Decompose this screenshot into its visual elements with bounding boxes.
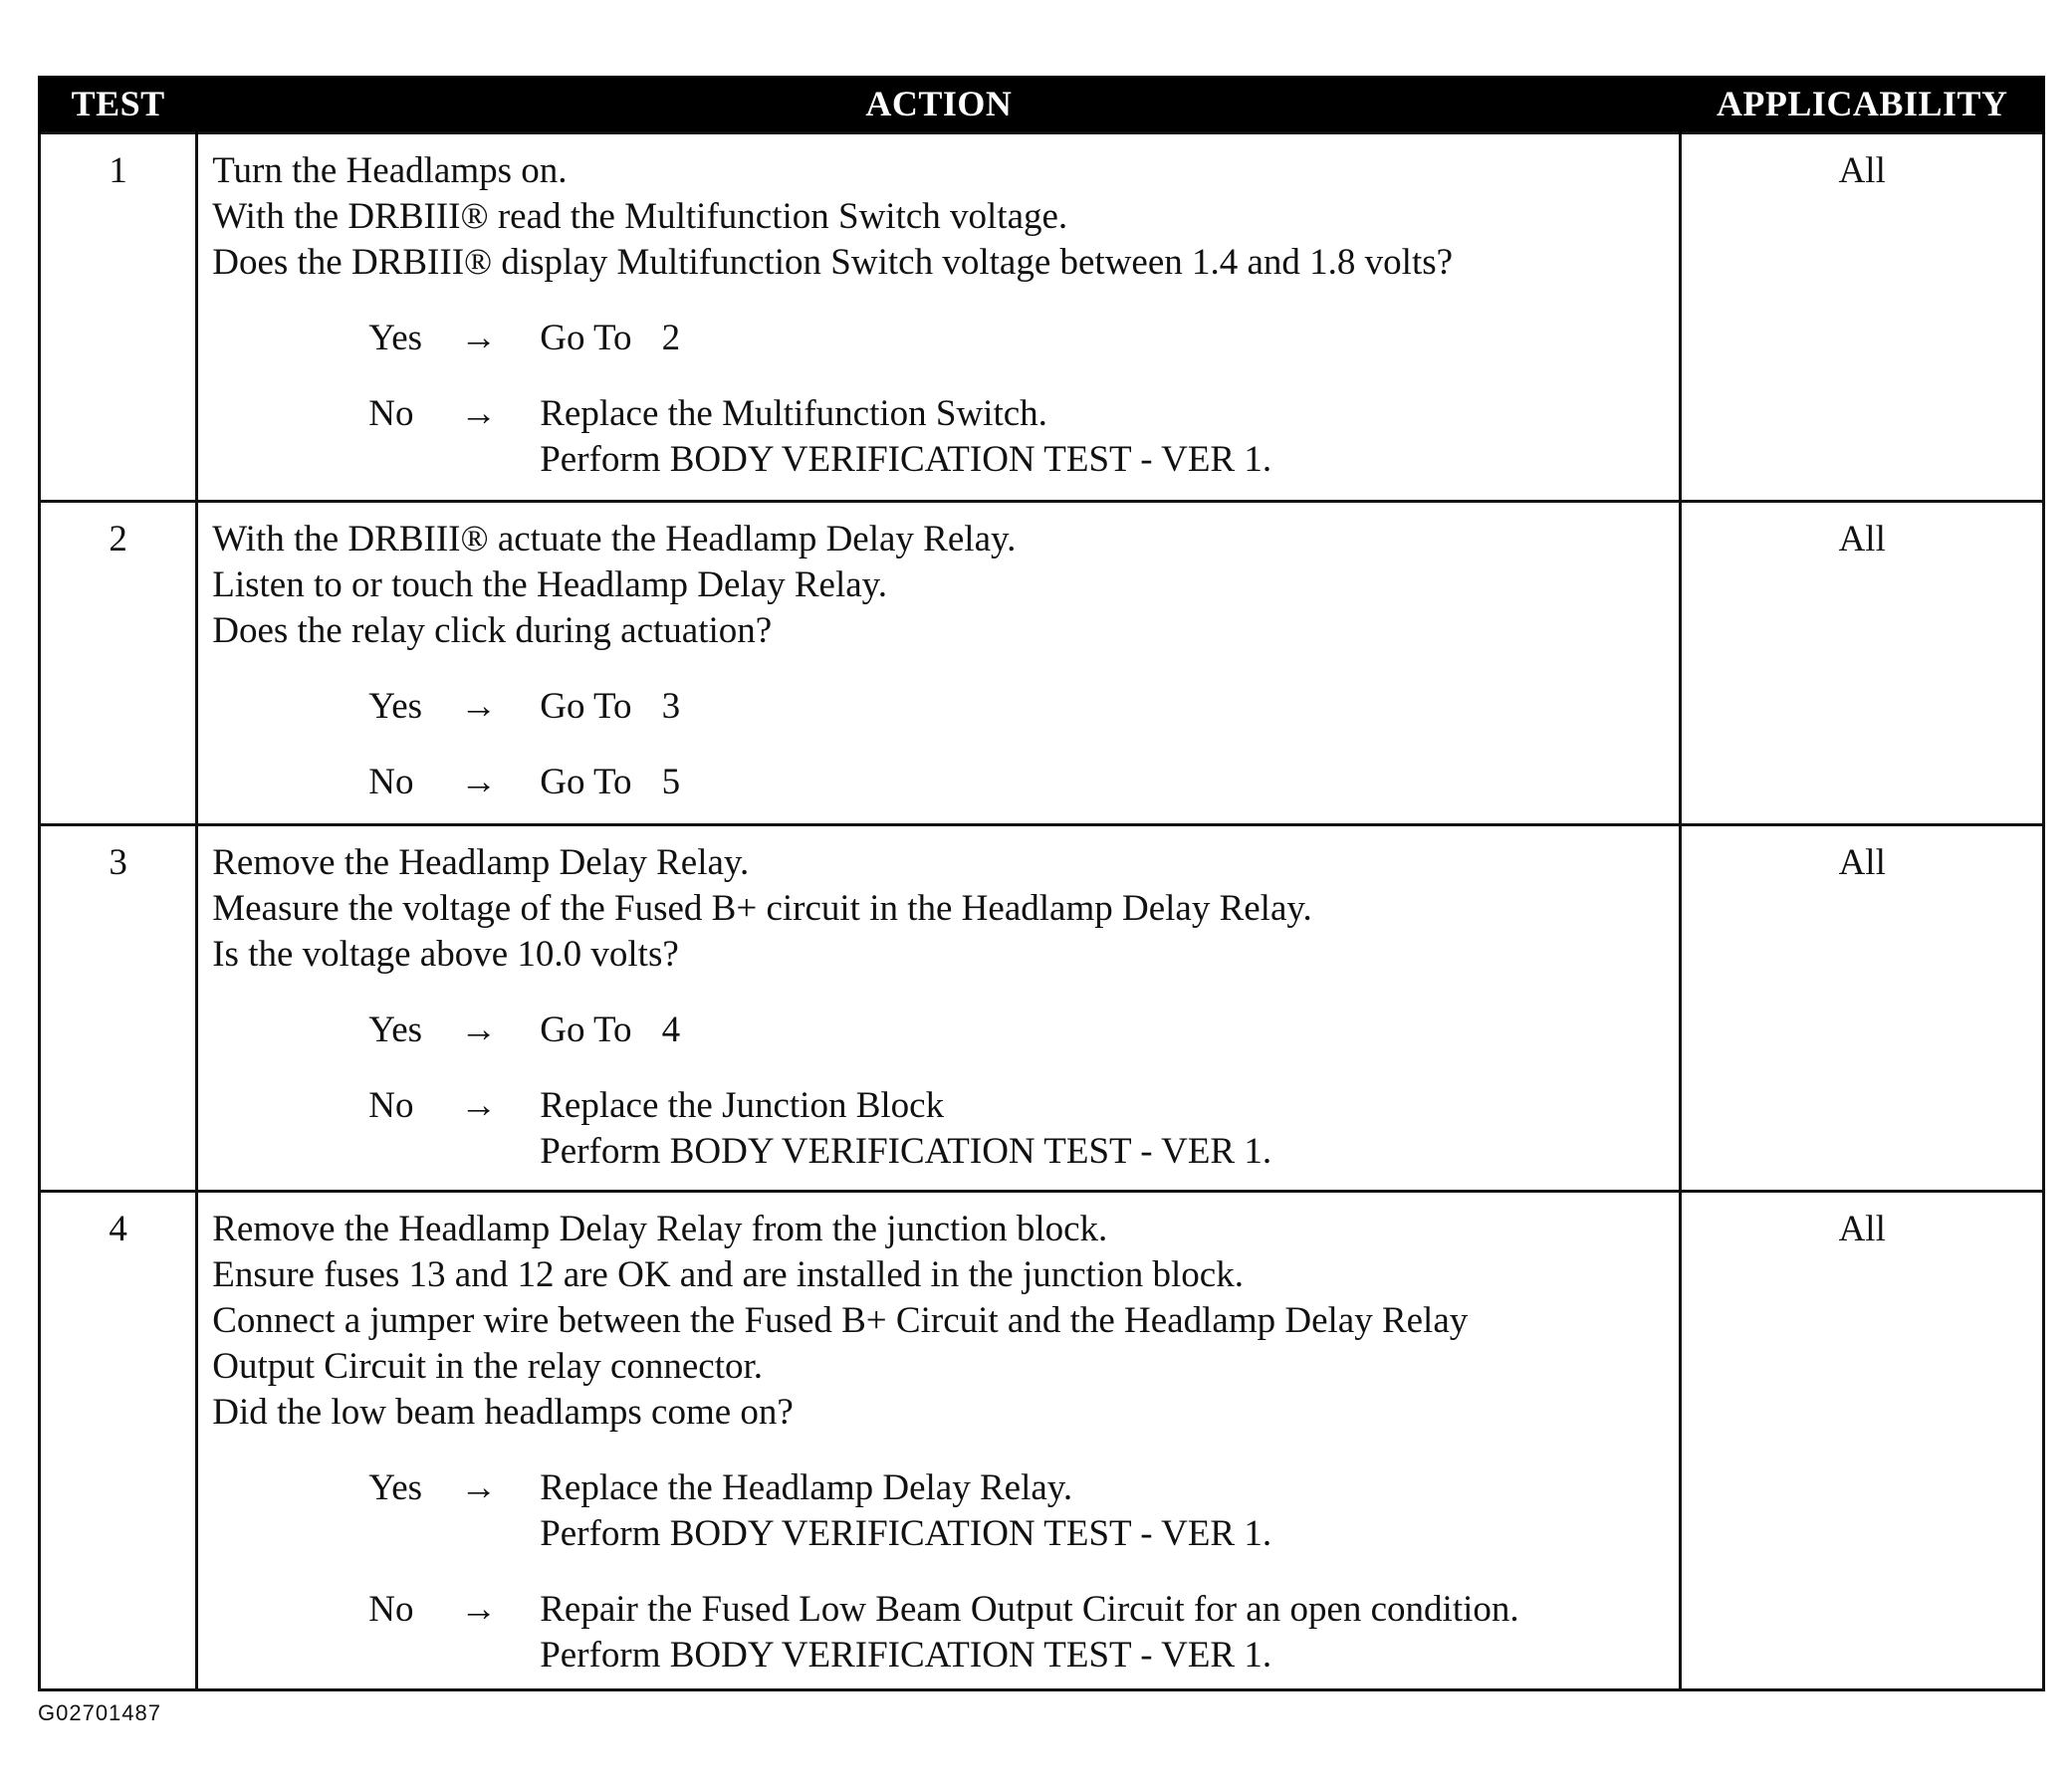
- figure-id: G02701487: [38, 1700, 161, 1725]
- yes-label: Yes: [368, 686, 423, 727]
- goto-text: Go To: [540, 1009, 632, 1050]
- arrow-right-icon: →: [460, 1589, 498, 1630]
- step-text: With the DRBIII® actuate the Headlamp Delay Relay.: [212, 519, 1017, 560]
- action-cell: [197, 502, 1681, 825]
- no-label: No: [368, 762, 414, 802]
- yes-branch: [368, 1465, 1671, 1557]
- step-text: Listen to or touch the Headlamp Delay Relay.: [212, 564, 888, 605]
- step-text: Remove the Headlamp Delay Relay from the junction block.: [212, 1209, 1108, 1249]
- yes-label: Yes: [368, 1467, 423, 1508]
- applicability-cell: All: [1681, 1192, 2044, 1690]
- action-cell: [197, 825, 1681, 1192]
- arrow-right-icon: →: [460, 1085, 498, 1126]
- yes-branch: [368, 316, 1671, 361]
- action-cell: [197, 133, 1681, 502]
- no-branch: [368, 1083, 1671, 1175]
- table-row: [40, 502, 2044, 825]
- result-line: Perform BODY VERIFICATION TEST - VER 1.: [540, 1513, 1272, 1554]
- goto-text: Go To: [540, 762, 632, 802]
- step-text: Output Circuit in the relay connector.: [212, 1346, 764, 1387]
- table-header-row: [40, 76, 2044, 133]
- yes-label: Yes: [368, 318, 423, 358]
- no-label: No: [368, 1085, 414, 1126]
- no-branch: [368, 1587, 1671, 1679]
- test-number: 3: [40, 825, 197, 1192]
- no-result: [540, 1587, 1518, 1679]
- result-line: Replace the Junction Block: [540, 1085, 945, 1126]
- arrow-right-icon: →: [460, 318, 498, 358]
- action-steps: [212, 517, 1671, 654]
- no-branch: [368, 760, 1671, 805]
- step-text: Does the relay click during actuation?: [212, 610, 773, 651]
- table-row: [40, 1192, 2044, 1690]
- goto-text: Go To: [540, 686, 632, 727]
- yes-branch: [368, 1008, 1671, 1053]
- header-test: TEST: [40, 76, 197, 133]
- goto-number: 4: [661, 1009, 681, 1050]
- goto-number: 2: [661, 318, 681, 358]
- diagnostic-test-table: [38, 76, 2045, 1691]
- no-result: [540, 391, 1271, 483]
- header-applicability: APPLICABILITY: [1681, 76, 2044, 133]
- step-text: Ensure fuses 13 and 12 are OK and are installed in the junction block.: [212, 1254, 1244, 1295]
- step-text: Does the DRBIII® display Multifunction Switch voltage between 1.4 and 1.8 volts?: [212, 242, 1454, 283]
- table-row: [40, 825, 2044, 1192]
- yes-result: [540, 1008, 680, 1053]
- table-row: [40, 133, 2044, 502]
- yes-result: [540, 1465, 1271, 1557]
- arrow-right-icon: →: [460, 686, 498, 727]
- applicability-cell: All: [1681, 825, 2044, 1192]
- result-line: Replace the Multifunction Switch.: [540, 393, 1047, 434]
- goto-text: Go To: [540, 318, 632, 358]
- action-cell: [197, 1192, 1681, 1690]
- no-branch: [368, 391, 1671, 483]
- yes-branch: [368, 684, 1671, 730]
- step-text: Turn the Headlamps on.: [212, 150, 568, 191]
- step-text: With the DRBIII® read the Multifunction Switch voltage.: [212, 196, 1068, 237]
- arrow-right-icon: →: [460, 1009, 498, 1050]
- goto-number: 3: [661, 686, 681, 727]
- test-number: 4: [40, 1192, 197, 1690]
- applicability-cell: All: [1681, 133, 2044, 502]
- step-text: Measure the voltage of the Fused B+ circuit in the Headlamp Delay Relay.: [212, 888, 1312, 929]
- yes-label: Yes: [368, 1009, 423, 1050]
- arrow-right-icon: →: [460, 762, 498, 802]
- no-result: [540, 760, 680, 805]
- result-line: Perform BODY VERIFICATION TEST - VER 1.: [540, 1635, 1272, 1676]
- arrow-right-icon: →: [460, 1467, 498, 1508]
- header-action: ACTION: [197, 76, 1681, 133]
- action-steps: [212, 840, 1671, 978]
- goto-number: 5: [661, 762, 681, 802]
- yes-result: [540, 316, 680, 361]
- result-line: Perform BODY VERIFICATION TEST - VER 1.: [540, 1131, 1272, 1172]
- yes-result: [540, 684, 680, 730]
- action-steps: [212, 1207, 1671, 1436]
- no-result: [540, 1083, 1271, 1175]
- arrow-right-icon: →: [460, 393, 498, 434]
- test-number: 2: [40, 502, 197, 825]
- result-line: Perform BODY VERIFICATION TEST - VER 1.: [540, 439, 1272, 480]
- test-number: 1: [40, 133, 197, 502]
- step-text: Connect a jumper wire between the Fused B+ Circuit and the Headlamp Delay Relay: [212, 1300, 1469, 1341]
- step-text: Did the low beam headlamps come on?: [212, 1392, 794, 1433]
- no-label: No: [368, 1589, 414, 1630]
- result-line: Repair the Fused Low Beam Output Circuit for an open condition.: [540, 1589, 1519, 1630]
- result-line: Replace the Headlamp Delay Relay.: [540, 1467, 1073, 1508]
- step-text: Is the voltage above 10.0 volts?: [212, 934, 679, 975]
- step-text: Remove the Headlamp Delay Relay.: [212, 842, 750, 883]
- no-label: No: [368, 393, 414, 434]
- applicability-cell: All: [1681, 502, 2044, 825]
- action-steps: [212, 148, 1671, 286]
